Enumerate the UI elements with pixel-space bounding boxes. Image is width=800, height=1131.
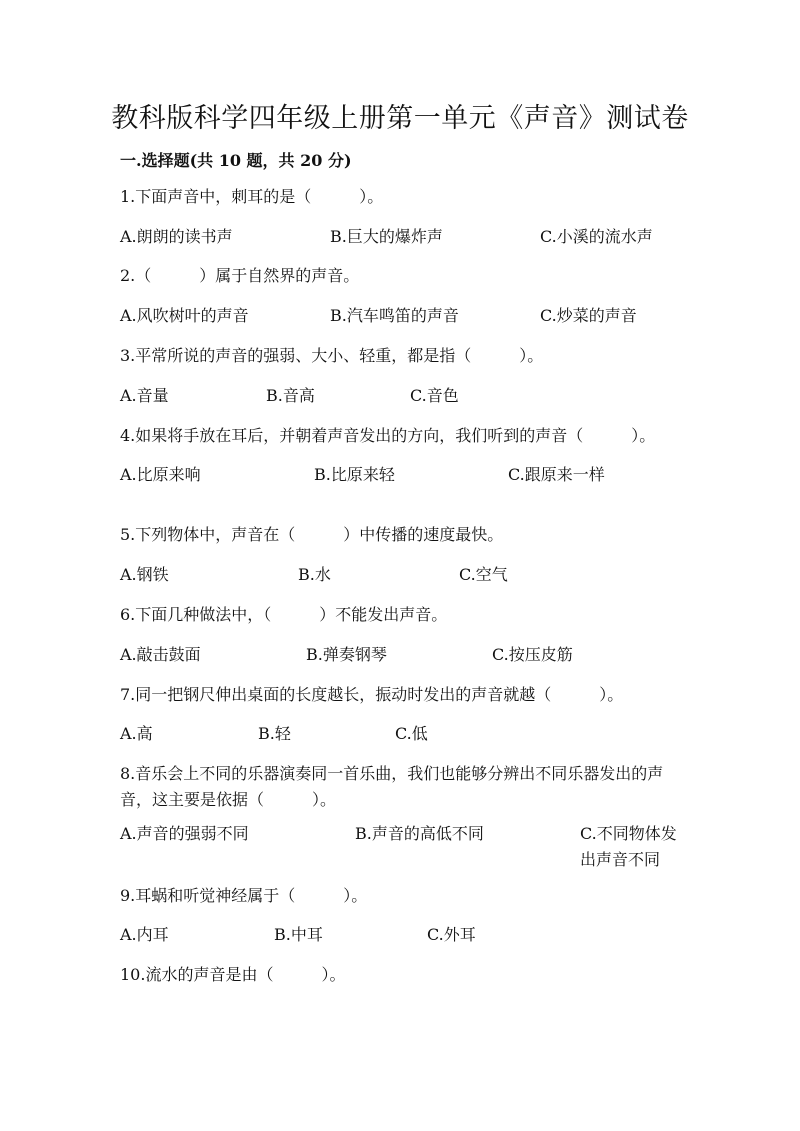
q4-option-a: A.比原来响 xyxy=(120,465,201,484)
q4-option-b: B.比原来轻 xyxy=(314,465,395,484)
q4-option-c: C.跟原来一样 xyxy=(508,465,605,484)
question-8: 8.音乐会上不同的乐器演奏同一首乐曲，我们也能够分辨出不同乐器发出的声音，这主要是依据（ ）。 xyxy=(120,764,664,809)
question-7: 7.同一把钢尺伸出桌面的长度越长，振动时发出的声音就越（ ）。 xyxy=(120,685,624,704)
page-title: 教科版科学四年级上册第一单元《声音》测试卷 xyxy=(111,103,689,134)
q3-option-a: A.音量 xyxy=(120,386,169,405)
q3-option-b: B.音高 xyxy=(266,386,315,405)
question-1: 1.下面声音中，刺耳的是（ ）。 xyxy=(120,187,384,206)
section-heading: 一.选择题(共 10 题，共 20 分) xyxy=(120,151,352,170)
question-6: 6.下面几种做法中，（ ）不能发出声音。 xyxy=(120,605,448,624)
q8-option-c: C.不同物体发出声音不同 xyxy=(580,824,677,869)
q9-option-c: C.外耳 xyxy=(427,925,476,944)
question-3: 3.平常所说的声音的强弱、大小、轻重，都是指（ ）。 xyxy=(120,346,544,365)
q6-option-b: B.弹奏钢琴 xyxy=(306,645,387,664)
q2-option-c: C.炒菜的声音 xyxy=(540,306,637,325)
q8-option-b: B.声音的高低不同 xyxy=(355,824,484,843)
q1-option-c: C.小溪的流水声 xyxy=(540,227,653,246)
q6-option-a: A.敲击鼓面 xyxy=(120,645,201,664)
q2-option-a: A.风吹树叶的声音 xyxy=(120,306,249,325)
question-4: 4.如果将手放在耳后，并朝着声音发出的方向，我们听到的声音（ ）。 xyxy=(120,426,656,445)
q9-option-b: B.中耳 xyxy=(274,925,323,944)
q8-option-a: A.声音的强弱不同 xyxy=(120,824,249,843)
q5-option-a: A.钢铁 xyxy=(120,565,169,584)
q5-option-c: C.空气 xyxy=(459,565,508,584)
question-10: 10.流水的声音是由（ ）。 xyxy=(120,965,346,984)
q5-option-b: B.水 xyxy=(298,565,331,584)
q3-option-c: C.音色 xyxy=(410,386,459,405)
q1-option-b: B.巨大的爆炸声 xyxy=(330,227,443,246)
q7-option-b: B.轻 xyxy=(258,724,291,743)
question-9: 9.耳蜗和听觉神经属于（ ）。 xyxy=(120,886,368,905)
question-5: 5.下列物体中，声音在（ ）中传播的速度最快。 xyxy=(120,525,504,544)
q7-option-c: C.低 xyxy=(395,724,428,743)
q9-option-a: A.内耳 xyxy=(120,925,169,944)
question-2: 2.（ ）属于自然界的声音。 xyxy=(120,266,360,285)
q6-option-c: C.按压皮筋 xyxy=(492,645,573,664)
q1-option-a: A.朗朗的读书声 xyxy=(120,227,233,246)
q2-option-b: B.汽车鸣笛的声音 xyxy=(330,306,459,325)
q7-option-a: A.高 xyxy=(120,724,153,743)
